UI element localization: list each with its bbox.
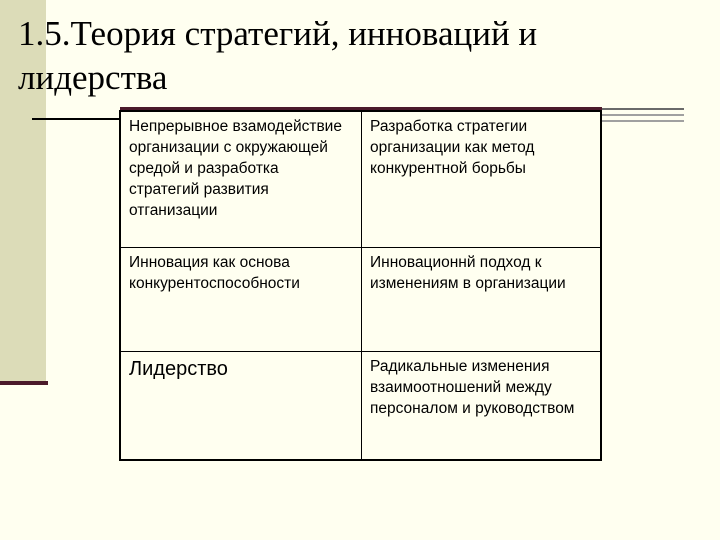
slide-title: 1.5.Теория стратегий, инноваций и лидерства [18,14,538,97]
title-underline-left [32,118,120,120]
table-cell-right: Радикальные изменения взаимоотношений между персоналом и руководством [362,351,602,460]
table-row [120,111,601,247]
table-row [120,351,601,460]
table-cell-left: Инновация как основа конкурентоспособности [120,247,362,351]
table-cell-left: Непрерывное взамодействие организации с окружающей средой и разработка стратегий развития отганизации [120,111,362,247]
left-accent-bar-underline [0,381,48,385]
table-cell-right: Инновационнй подход к изменениям в организации [362,247,602,351]
decorative-lines [602,108,684,126]
table-cell-right: Разработка стратегии организации как метод конкурентной борьбы [362,111,602,247]
decorative-line [602,120,684,122]
table-cell-left: Лидерство [120,351,362,460]
table-row [120,247,601,351]
decorative-line [602,108,684,110]
content-table [119,110,602,461]
decorative-line [602,114,684,116]
